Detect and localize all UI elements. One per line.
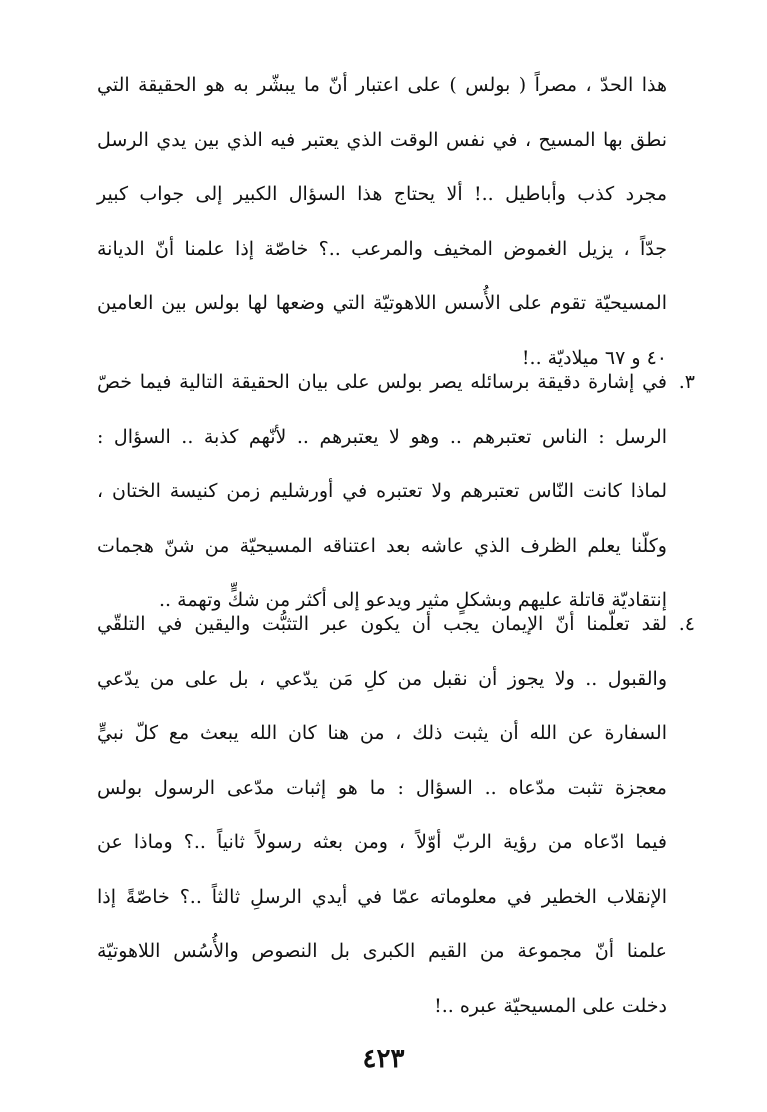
numbered-item-4 [97,597,667,1033]
paragraph-continuation [97,58,667,385]
text-line: ٤٠ و ٦٧ ميلاديّة ..! [521,346,667,369]
text-line: السفارة عن الله أن يثبت ذلك ، من هنا كان الله يبعث مع كلّ نبيٍّ [97,722,667,744]
item-number-4: ٤. [678,613,695,635]
text-line: نطق بها المسيح ، في نفس الوقت الذي يعتبر فيه الذي بين يدي الرسل [97,128,667,151]
text-line: المسيحيّة تقوم على الأُسس اللاهوتيّة التي وضعها لها بولس بين العامين [97,292,667,314]
text-line: دخلت على المسيحيّة عبره ..! [434,994,667,1017]
text-line: هذا الحدّ ، مصراً ( بولس ) على اعتبار أنّ ما يبشّر به هو الحقيقة التي [97,74,667,96]
page-number: ٤٢٣ [362,1044,405,1074]
text-line: في إشارة دقيقة برسائله يصر بولس على بيان الحقيقة التالية فيما خصّ [97,371,667,393]
text-line: مجرد كذب وأباطيل ..! ألا يحتاج هذا السؤال الكبير إلى جواب كبير [97,183,667,205]
text-line: وكلّنا يعلم الظرف الذي عاشه بعد اعتناقه المسيحيّة من شنّ هجمات [97,534,667,557]
text-line: علمنا أنّ مجموعة من القيم الكبرى بل النصوص والأُسُس اللاهوتيّة [97,940,667,962]
text-line: والقبول .. ولا يجوز أن نقبل من كلِ مَن يدّعي ، بل على من يدّعي [97,667,667,690]
text-line: الإنقلاب الخطير في معلوماته عمّا في أيدي الرسلِ ثالثاً ..؟ خاصّةً إذا [97,885,667,908]
text-line: فيما ادّعاه من رؤية الربّ أوّلاً ، ومن بعثه رسولاً ثانياً ..؟ وماذا عن [97,831,667,853]
text-line: الرسل : الناس تعتبرهم .. وهو لا يعتبرهم .. لأنّهم كذبة .. السؤال : [97,425,667,448]
text-line: جدّاً ، يزيل الغموض المخيف والمرعب ..؟ خاصّة إذا علمنا أنّ الديانة [97,237,667,260]
text-line: لقد تعلّمنا أنّ الإيمان يجب أن يكون عبر التثبُّت واليقين في التلقّي [97,613,667,635]
item-number-3: ٣. [678,371,695,393]
text-line: لماذا كانت النّاس تعتبرهم ولا تعتبره في أورشليم زمن كنيسة الختان ، [97,480,667,502]
text-line: معجزة تثبت مدّعاه .. السؤال : ما هو إثبات مدّعى الرسول بولس [97,776,667,799]
text-line: إنتقاديّة قاتلة عليهم وبشكلٍ مثير ويدعو إلى أكثر من شكٍّ وتهمة .. [159,589,667,611]
numbered-item-3 [97,355,667,628]
